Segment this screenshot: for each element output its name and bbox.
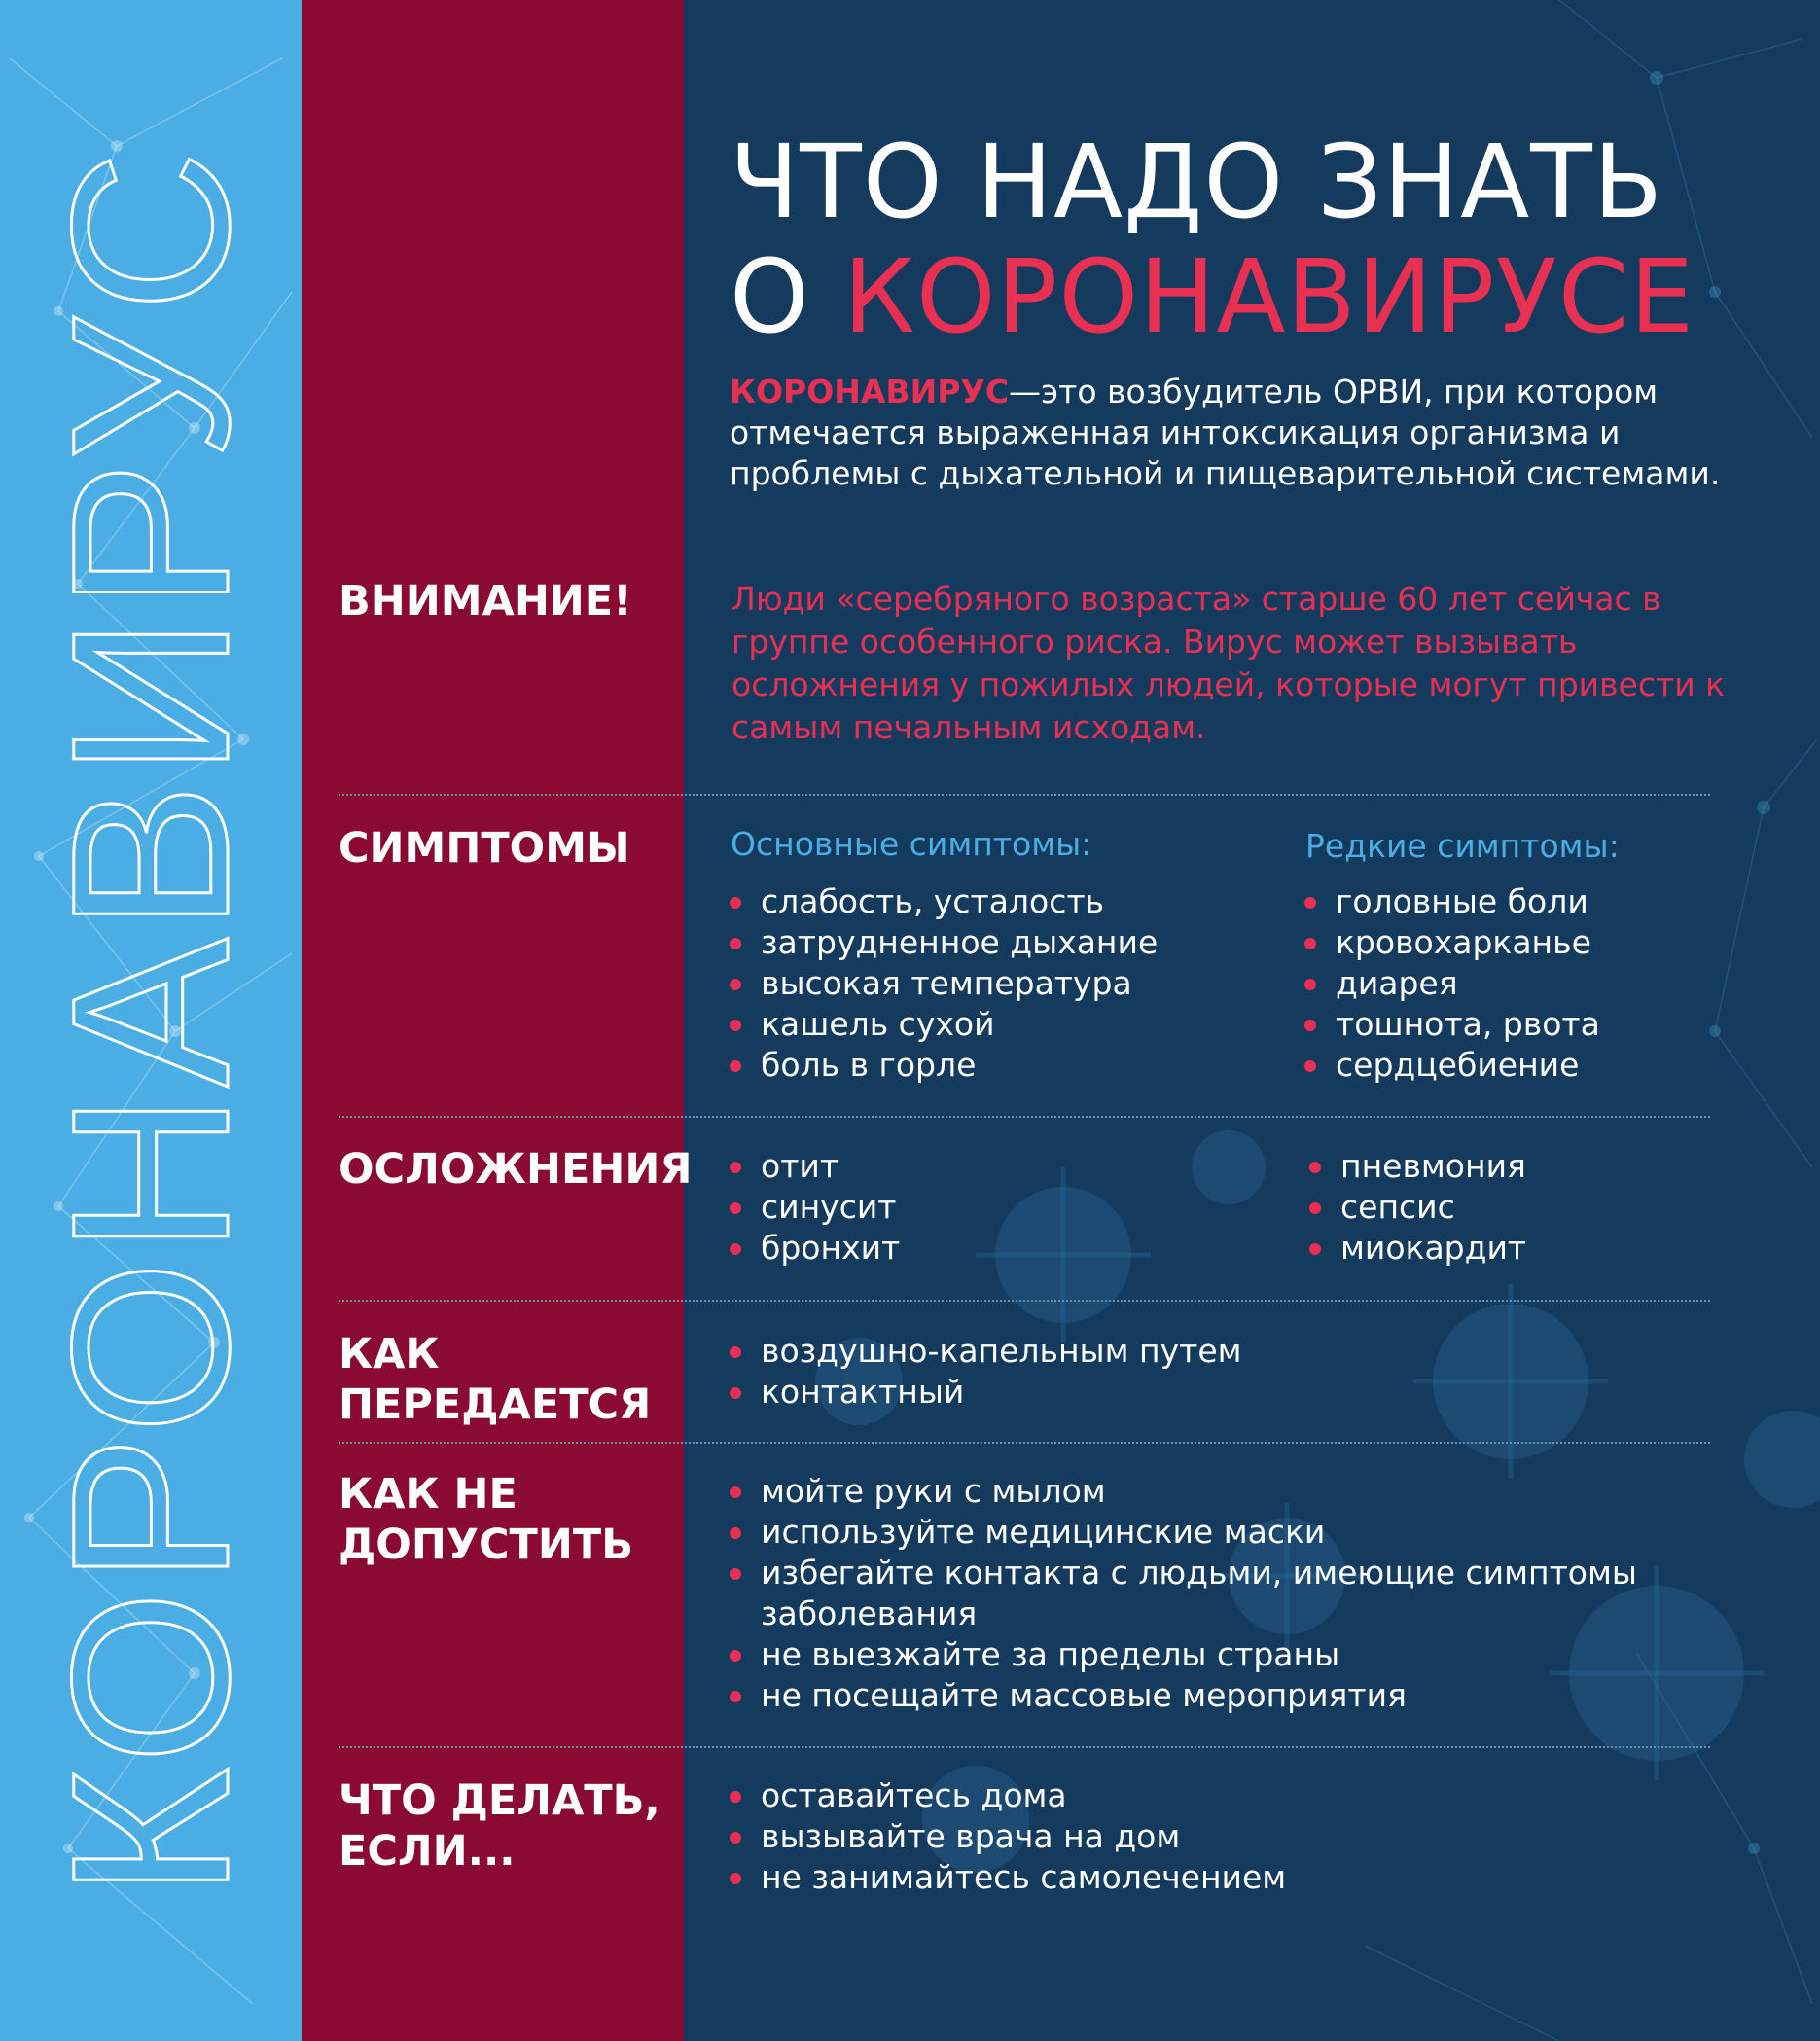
- divider-2: [339, 1116, 1710, 1118]
- list-item: слабость, усталость: [728, 881, 1158, 922]
- title-line-1: ЧТО НАДО ЗНАТЬ: [730, 123, 1664, 241]
- divider-1: [339, 794, 1710, 796]
- list-item: воздушно-капельным путем: [728, 1331, 1242, 1372]
- what-to-do-label: [339, 1775, 660, 1877]
- list-item: отит: [728, 1146, 900, 1187]
- what-to-do-label-line-1: ЧТО ДЕЛАТЬ,: [339, 1776, 660, 1825]
- list-item: головные боли: [1303, 881, 1600, 922]
- complications-list-right: [1307, 1146, 1526, 1269]
- divider-3: [339, 1300, 1710, 1302]
- list-item: используйте медицинские маски: [728, 1512, 1700, 1553]
- list-item: оставайтесь дома: [728, 1775, 1286, 1816]
- symptoms-label: СИМПТОМЫ: [339, 824, 630, 873]
- transmission-list: [728, 1331, 1242, 1413]
- list-item: затрудненное дыхание: [728, 922, 1158, 963]
- main-symptoms-title: Основные симптомы:: [731, 825, 1092, 863]
- list-item: избегайте контакта с людьми, имеющие симптомы заболевания: [728, 1553, 1700, 1634]
- intro-paragraph: [730, 372, 1751, 494]
- transmission-label: [339, 1329, 651, 1430]
- list-item: вызывайте врача на дом: [728, 1816, 1286, 1857]
- list-item: бронхит: [728, 1228, 900, 1269]
- list-item: тошнота, рвота: [1303, 1004, 1600, 1045]
- prevention-label: [339, 1469, 633, 1570]
- list-item: кровохарканье: [1303, 922, 1600, 963]
- list-item: контактный: [728, 1372, 1242, 1413]
- main-symptoms-list: [728, 881, 1158, 1086]
- page-title: [730, 125, 1695, 354]
- complications-label: ОСЛОЖНЕНИЯ: [339, 1145, 693, 1194]
- title-line-2-accent: КОРОНАВИРУСЕ: [842, 237, 1695, 356]
- list-item: сердцебиение: [1303, 1045, 1600, 1086]
- list-item: кашель сухой: [728, 1004, 1158, 1045]
- list-item: диарея: [1303, 963, 1600, 1004]
- what-to-do-label-line-2: ЕСЛИ...: [339, 1827, 516, 1876]
- complications-list-left: [728, 1146, 900, 1269]
- rare-symptoms-title: Редкие симптомы:: [1305, 827, 1620, 865]
- transmission-label-line-1: КАК: [339, 1330, 440, 1379]
- transmission-label-line-2: ПЕРЕДАЕТСЯ: [339, 1380, 652, 1429]
- vertical-title-word: КОРОНАВИРУС: [25, 144, 275, 1899]
- prevention-label-line-2: ДОПУСТИТЬ: [339, 1521, 633, 1569]
- list-item: сепсис: [1307, 1187, 1526, 1228]
- intro-text: —это возбудитель ОРВИ, при котором отмечается выраженная интоксикация организма и проблемы с дыхательной и пищеварительной системами.: [730, 373, 1721, 492]
- warning-text: Люди «серебряного возраста» старше 60 лет сейчас в группе особенного риска. Вирус может вызывать осложнения у пожилых людей, которые могут привести к самым печальным исходам.: [732, 580, 1726, 746]
- divider-5: [339, 1746, 1710, 1748]
- list-item: боль в горле: [728, 1045, 1158, 1086]
- prevention-label-line-1: КАК НЕ: [339, 1470, 517, 1519]
- what-to-do-list: [728, 1775, 1286, 1898]
- warning-label: ВНИМАНИЕ!: [339, 577, 632, 626]
- divider-4: [339, 1442, 1710, 1444]
- list-item: не выезжайте за пределы страны: [728, 1634, 1700, 1675]
- list-item: пневмония: [1307, 1146, 1526, 1187]
- list-item: миокардит: [1307, 1228, 1526, 1269]
- list-item: высокая температура: [728, 963, 1158, 1004]
- title-line-2-prefix: О: [730, 237, 810, 356]
- list-item: мойте руки с мылом: [728, 1471, 1700, 1512]
- intro-keyword: КОРОНАВИРУС: [730, 373, 1010, 411]
- labels-panel: [302, 0, 684, 2041]
- prevention-list: [728, 1471, 1700, 1716]
- list-item: не посещайте массовые мероприятия: [728, 1675, 1700, 1716]
- list-item: не занимайтесь самолечением: [728, 1857, 1286, 1898]
- list-item: синусит: [728, 1187, 900, 1228]
- rare-symptoms-list: [1303, 881, 1600, 1086]
